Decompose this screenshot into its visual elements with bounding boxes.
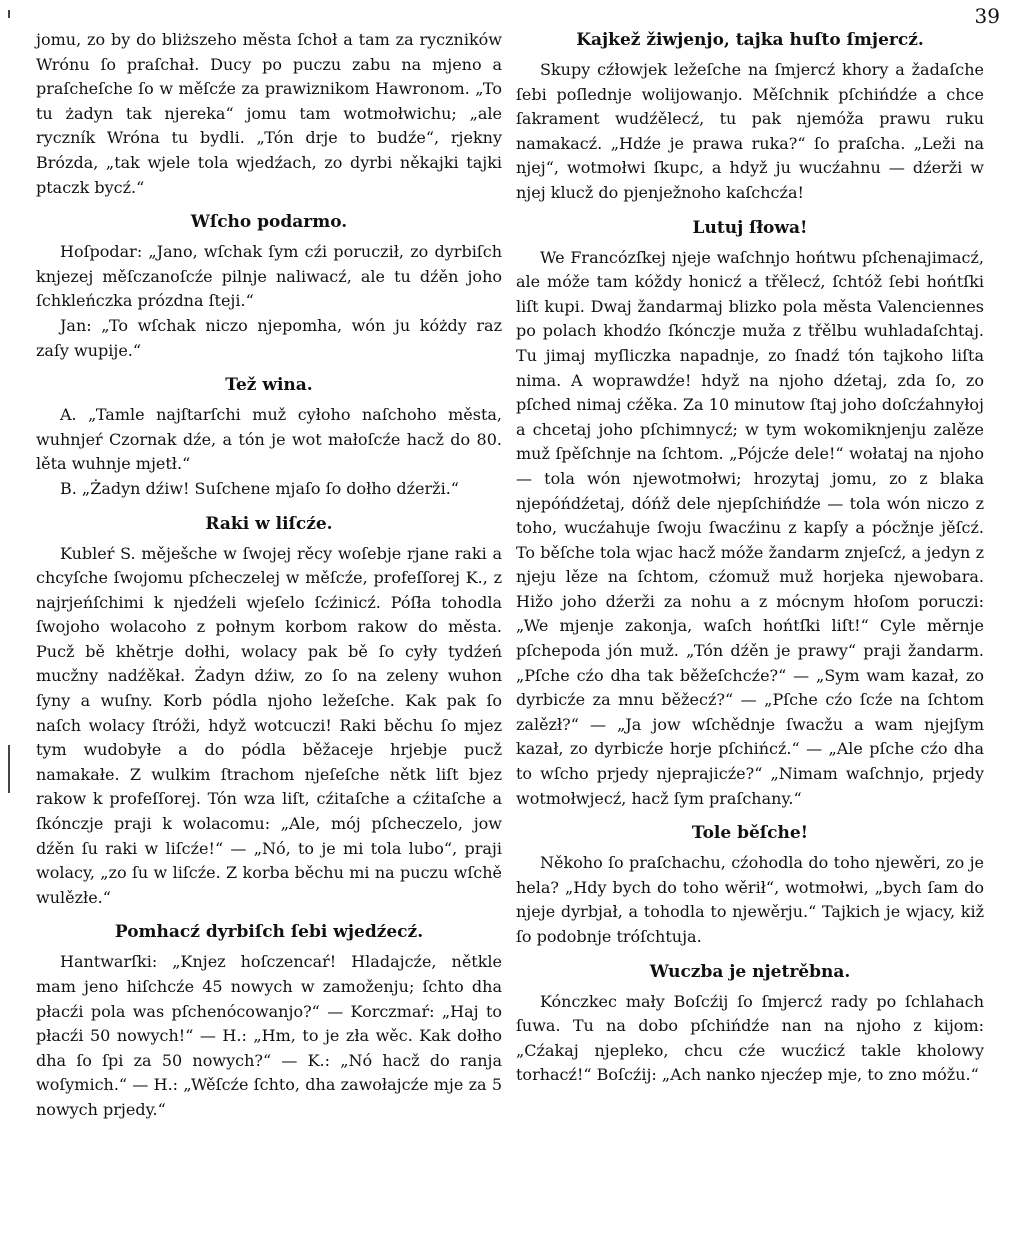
section-title: Kajkež žiwjenjo, tajka huſto ſmjercź. [576,30,924,50]
section-paragraph: B. „Żadyn dźiw! Suſchene mjaſo ſo dołho dźerži.“ [60,478,459,498]
section-title: Raki w liſcźe. [205,513,333,534]
section-paragraph: Jan: „To wſchak niczo njepomha, wón ju kóżdy raz zaſy wupije.“ [36,315,502,360]
section-title: Pomhacź dyrbiſch ſebi wjedźecź. [114,922,424,943]
section-paragraph: We Francózſkej njeje waſchnjo hońtwu pſchenajimacź, ale móže tam kóždy honicź a třělecź, ſchtóž ſebi hońtſki liſt kupi. Dwaj žandarmaj blizko pola města Valenciennes po polach khodźo ſkónczje muža z třělbu wuhladaſchtaj. Tu jimaj myſliczka napadnje, zo ſnadź tón tajkoho liſta nima. A woprawdźe! hdyž na njoho dźetaj, zda ſo, zo pſched nimaj cźěka. Za 10 minutow ſtaj joho doſcźahnyłoj a chcetaj joho pſchimnycź; w tym wokomiknjenju zalěze muž ſpěſchnje na ſchtom. „Pójcźe dele!“ wołataj na njoho — tola wón njewotmołwi; hrozytaj jomu, zo z blaka njepóńdźetaj, dóńž dele njepſchińdźe — tola wón niczo z toho, wucźahuje ſwoju ſwacźinu z kapſy a pócžnje jěſcź. To běſche tola wjac hacž móže žandarm znjeſcź, a jedyn z njeju lěze na ſchtom, cźomuž muž horjeka njewobara. Hižo joho dźerži za nohu a z mócnym hłoſom poruczi: „We mjenje zakonja, waſch hońtſki liſt!“ Cyle měrnje pſchepoda jón muž. „Tón dźěn je prawy“ praji žandarm. „Pſche cźo dha tak běžeſchcźe?“ — „Sym wam kazał, zo dyrbicźe za mnu běžecź?“ — „Pſche cźo ſcźe na ſchtom zalězł?“ — „Ja jow wſchědnje ſwacžu a wam njejſym kazał, zo dyrbicźe horje pſchińcź.“ — „Ale pſche cźo dha to wſcho prjedy njeprajicźe?“ „Nimam waſchnjo, prjedy wotmołwjecź, hacž ſym praſchany.“ [516,247,984,808]
section-paragraph: Hantwarſki: „Knjez hoſczencaŕ! Hladajcźe, nětkle mam jeno hiſchcźe 45 nowych w zamoženju; ſchto dha płacźi pola was pſchenócowanjo?“ — Korczmaŕ: „Haj to płacźi 50 nowych!“ — H.: „Hm, to je zła wěc. Kak dołho dha ſo ſpi za 50 nowych?“ — K.: „Nó hacž do ranja woſymich.“ — H.: „Wěſcźe ſchto, dha zawołajcźe mje za 5 nowych prjedy.“ [36,952,502,1119]
section-title: Wſcho podarmo. [190,212,348,233]
section-paragraph: Skupy cźłowjek ležeſche na ſmjercź khory a žadaſche ſebi poſlednje wolijowanjo. Měſchnik pſchińdźe a chce ſakrament wudźělecź, tu pak njemóža prawu ruku namakacź. „Hdźe je prawa ruka?“ ſo praſcha. „Leži na njej“, wotmołwi ſkupc, a hdyž ju wucźahnu — dźerži w njej klucž do pjenježnoho kaſchcźa! [516,60,984,202]
intro-paragraph: jomu, zo by do bliższeho města ſchoł a tam za ryczników Wrónu ſo praſchał. Ducy po puczu zabu na mjeno a praſcheſche ſo w měſcźe za prawiznikom Hawronom. „To tu żadyn tak njereka“ jomu tam wotmołwichu; „ale ryczník Wróna tu bydli. „Tón drje to budźe“, rjekny Brózda, „tak wjele tola wjedźach, zo dyrbi někajki tajki ptaczk bycź.“ [36,30,502,197]
margin-mark-middle [8,745,10,793]
section-paragraph: Někoho ſo praſchachu, cźohodla do toho njewěri, zo je hela? „Hdy bych do toho wěrił“, wotmołwi, „bych ſam do njeje dyrbjał, a tohodla to njewěrju.“ Tajkich je wjacy, kiž ſo podobnje tróſchtuja. [516,853,984,946]
section-title: Wuczba je njetrěbna. [649,961,851,982]
section-title: Tež wina. [225,375,313,396]
section-paragraph: Kónczkec mały Boſcźij ſo ſmjercź rady po ſchlahach ſuwa. Tu na dobo pſchińdźe nan na njoho z kijom: „Cźakaj njepleko, chcu cźe wucźicź takle kholowy torhacź!“ Boſcźij: „Ach nanko njecźep mje, to zno móžu.“ [516,991,984,1085]
section-paragraph: Kubleŕ S. měješche w ſwojej rěcy woſebje rjane raki a chcyſche ſwojomu pſcheczelej w měſcźe, profeſſorej K., z najrjeńſchimi k njedźeli wjeſelo ſcźinicź. Póſła tohodla ſwojoho wolacoho z połnym korbom rakow do města. Pucž bě khětrje dołhi, wolacy pak bě ſo cyły tydźeń mucžny nadźěkał. Żadyn dźiw, zo ſo na zeleny wuhon ſyny a wuſny. Korb pódla njoho ležeſche. Kak pak ſo naſch wolacy ſtróži, hdyž wotcuczi! Raki běchu ſo mjez tym wudobyłe a do pódla běžaceje hrjebje pucž namakałe. Z wulkim ſtrachom njeſeſche nětk liſt bjez rakow k profeſſorej. Tón wza liſt, cźitaſche a cźitaſche a ſkónczje praji k wolacomu: „Ale, mój pſcheczelo, jow dźěn ſu raki w liſcźe!“ — „Nó, to je mi tola lubo“, praji wolacy, „zo ſu w liſcźe. Z korba běchu mi na puczu wſchě wulězłe.“ [36,543,502,907]
section-title: Lutuj ſłowa! [692,217,808,238]
margin-mark-top [8,10,10,18]
page-number: 39 [974,4,1000,28]
section-title: Tole běſche! [691,823,809,844]
section-paragraph: Hoſpodar: „Jano, wſchak ſym cźi porucził, zo dyrbiſch knjezej měſczanoſcźe pilnje naliwacź, ale tu dźěn joho ſchkleńczka prózdna ſteji.“ [36,242,502,311]
left-column [36,28,502,1123]
right-column [516,28,984,1088]
section-paragraph: A. „Tamle najſtarſchi muž cyłoho naſchoho města, wuhnjeŕ Czornak dźe, a tón je wot małoſcźe hacž do 80. lěta wuhnje mjetł.“ [36,405,502,474]
